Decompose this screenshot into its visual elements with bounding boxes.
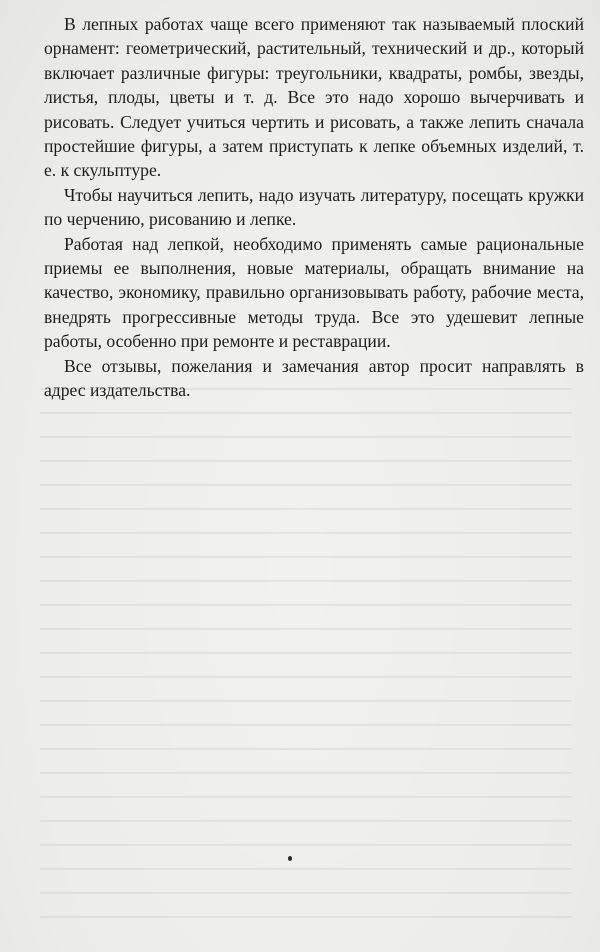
- bleed-through-line: [40, 484, 572, 486]
- bleed-through-line: [40, 796, 572, 798]
- bleed-through-line: [40, 508, 572, 510]
- bleed-through-line: [40, 436, 572, 438]
- bleed-through-line: [40, 700, 572, 702]
- paragraph-learning: Чтобы научиться лепить, надо изучать литературу, посещать кружки по черчению, рисованию и лепке.: [44, 184, 584, 230]
- bleed-through-line: [40, 748, 572, 750]
- bleed-through-line: [40, 532, 572, 534]
- bleed-through-line: [40, 628, 572, 630]
- bleed-through-line: [40, 460, 572, 462]
- body-text: [44, 12, 584, 403]
- bleed-through-line: [40, 556, 572, 558]
- bleed-through-line: [40, 676, 572, 678]
- bleed-through-line: [40, 868, 572, 870]
- bleed-through-line: [40, 772, 572, 774]
- bleed-through-line: [40, 916, 572, 918]
- paragraph-ornament: В лепных работах чаще всего применяют так называемый плоский орнамент: геометрический, растительный, технический и др., который включает различные фигуры: треугольники, квадраты, ромбы, звезды, листья, плоды, цветы и т. д. Все это надо хорошо вычерчивать и рисовать. Следует учиться чертить и рисовать, а также лепить сначала простейшие фигуры, а затем приступать к лепке объемных изделий, т. е. к скульптуре.: [44, 14, 584, 181]
- ink-dot: [288, 856, 292, 861]
- bleed-through-line: [40, 652, 572, 654]
- bleed-through-line: [40, 844, 572, 846]
- paragraph-feedback: Все отзывы, пожелания и замечания автор просит направлять в адрес издательства.: [44, 355, 584, 401]
- bleed-through-line: [40, 604, 572, 606]
- paragraph-work-methods: Работая над лепкой, необходимо применять самые рациональные приемы ее выполнения, новые материалы, обращать внимание на качество, экономику, правильно организовывать работу, рабочие места, внедрять прогрессивные методы труда. Все это удешевит лепные работы, особенно при ремонте и реставрации.: [44, 233, 584, 352]
- bleed-through-line: [40, 724, 572, 726]
- bleed-through-line: [40, 412, 572, 414]
- bleed-through-line: [40, 820, 572, 822]
- bleed-through-line: [40, 892, 572, 894]
- bleed-through-line: [40, 580, 572, 582]
